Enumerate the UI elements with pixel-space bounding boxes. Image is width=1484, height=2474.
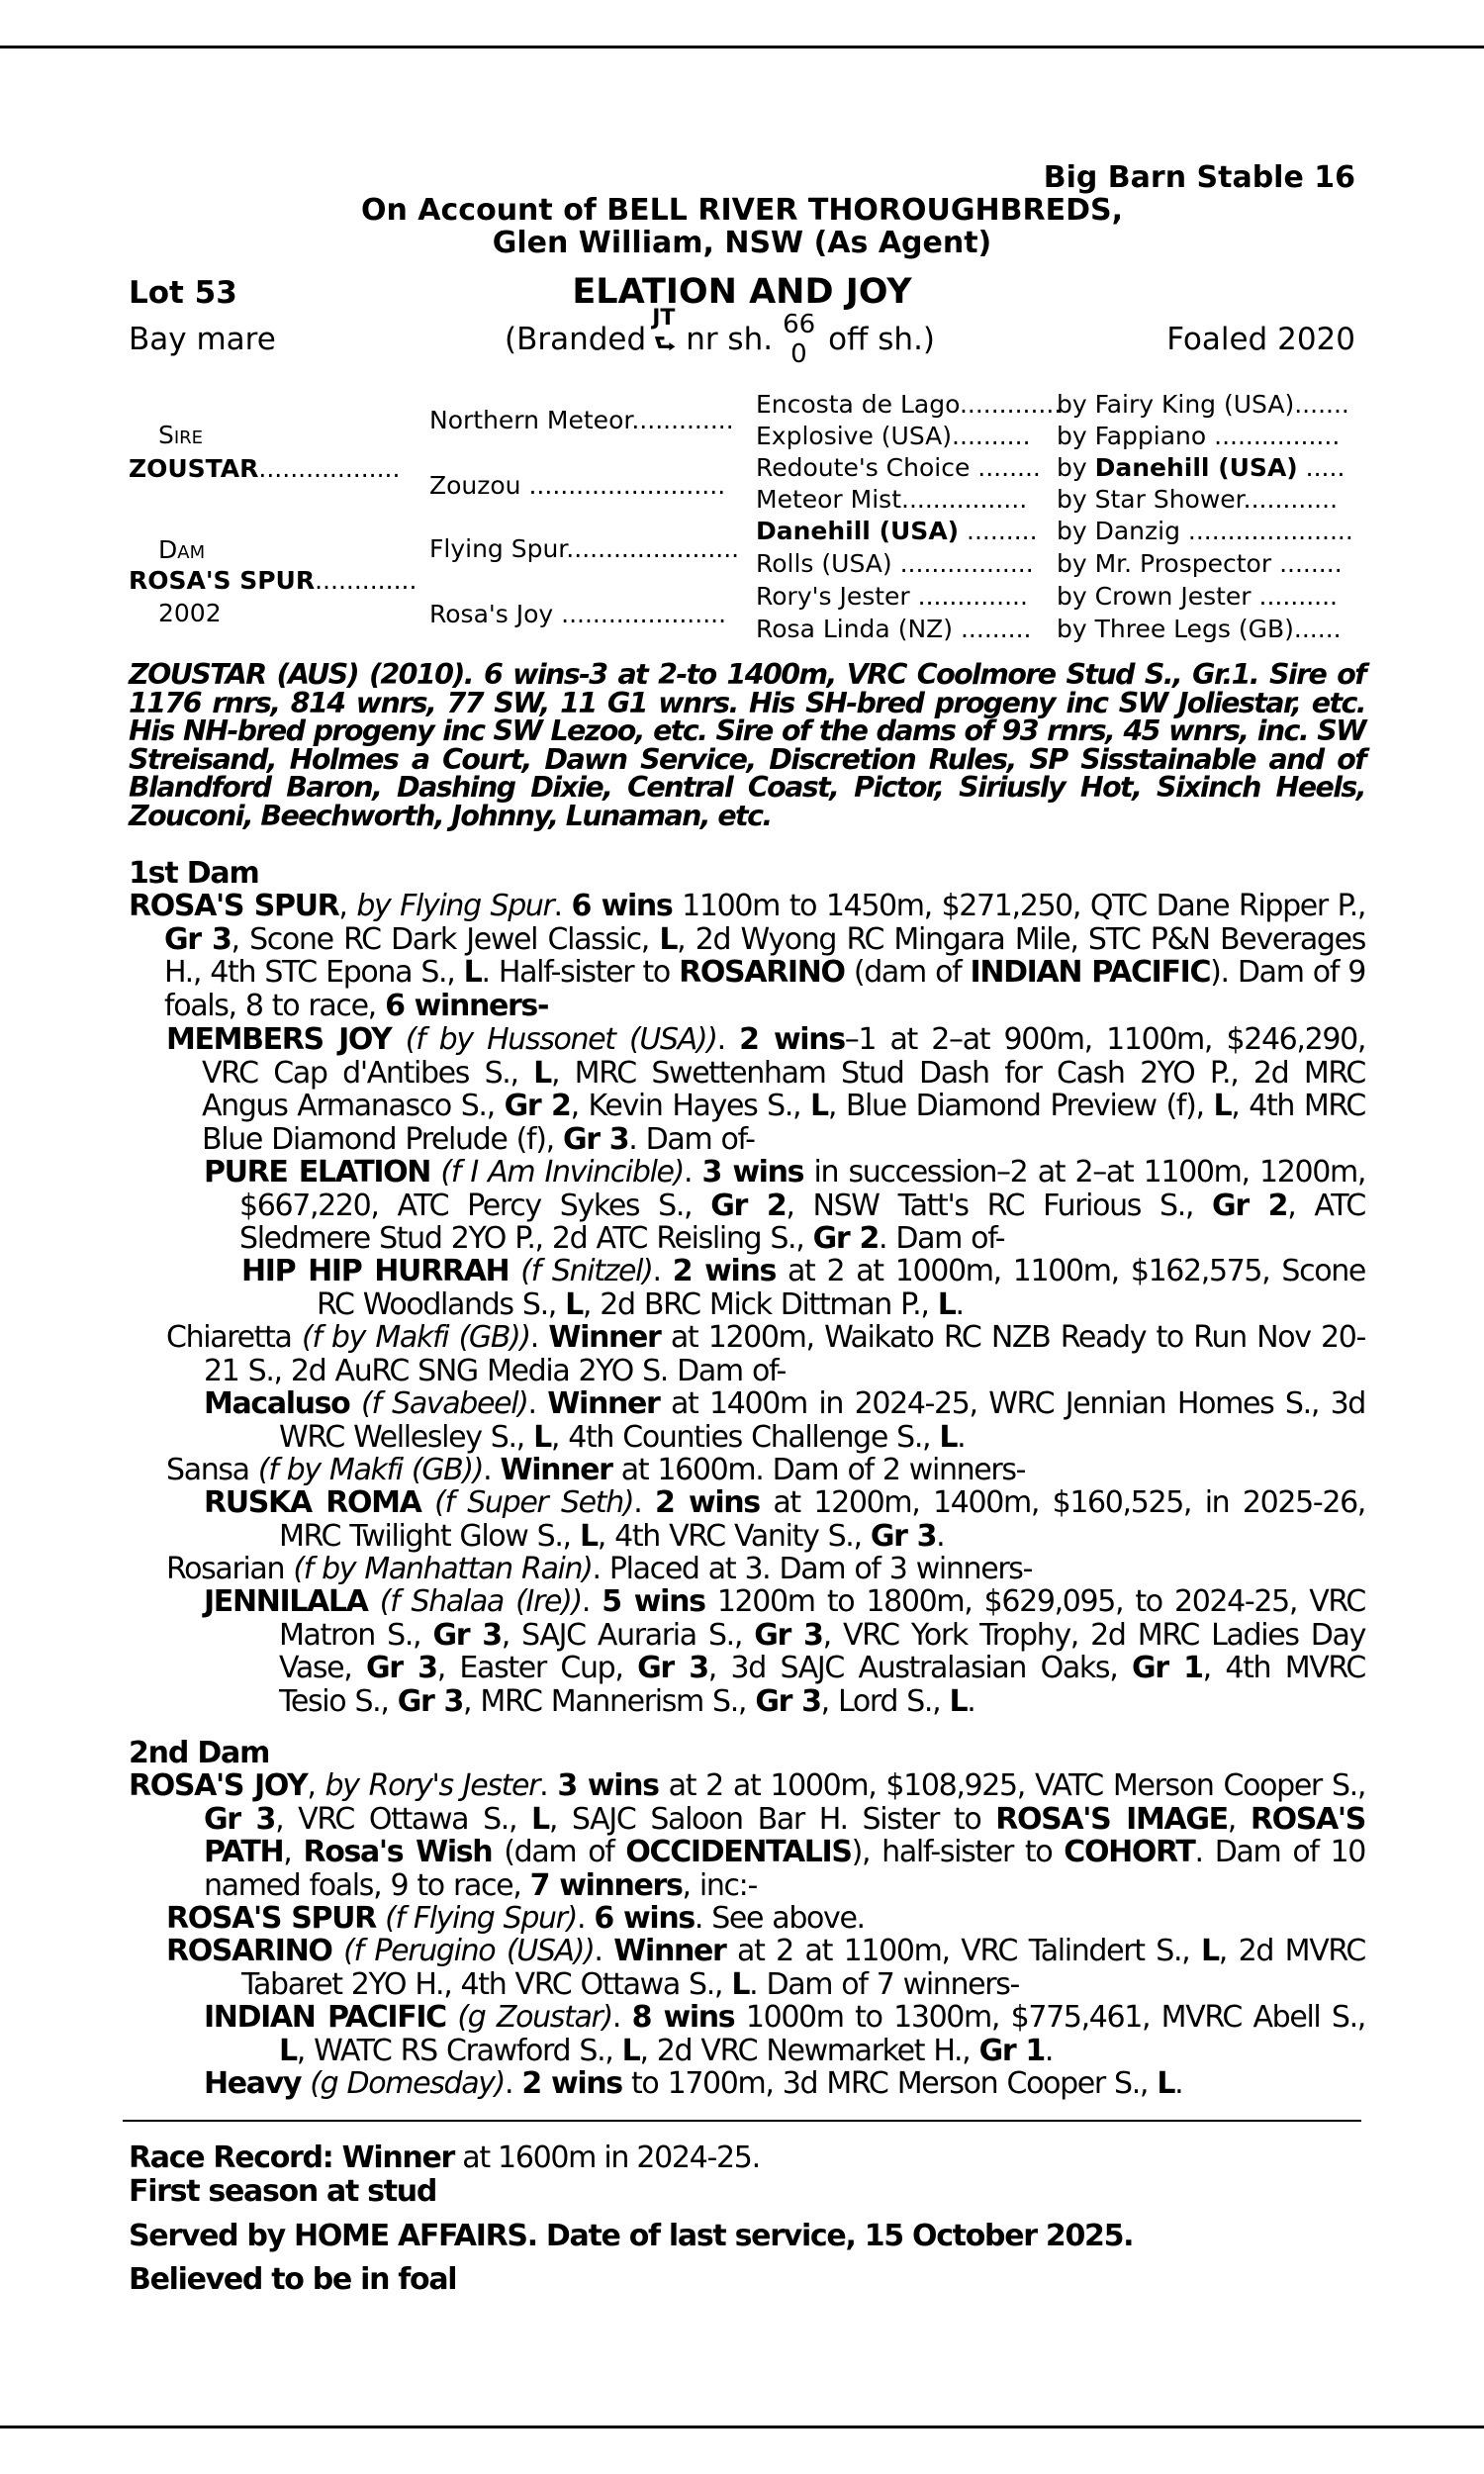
name: Zouzou [429, 471, 521, 500]
lot-number: Lot 53 [129, 275, 237, 311]
pedigree-gen3-row [756, 517, 1038, 545]
brand-mark-bottom: ⮑ [654, 330, 676, 357]
progeny-entry: PURE ELATION (f I Am Invincible). 3 wins in succession–2 at 2–at 1100m, 1200m, $667,220, ATC Percy Sykes S., Gr 2, NSW Tatt's RC Furious S., Gr 2, ATC Sledmere Stud 2YO P., 2d ATC Reisling S., Gr 2. Dam of- [204, 1155, 1366, 1256]
dam-dam [429, 600, 726, 628]
leader-dots: ......................... [520, 471, 726, 500]
dam-entry: ROSA'S SPUR, by Flying Spur. 6 wins 1100m to 1450m, $271,250, QTC Dane Ripper P., Gr 3, Scone RC Dark Jewel Classic, L, 2d Wyong RC Mingara Mile, STC P&N Beverages H., 4th STC Epona S., L. Half-sister to ROSARINO (dam of INDIAN PACIFIC). Dam of 9 foals, 8 to race, 6 winners- [129, 889, 1366, 1023]
pedigree-gen4-sire [1057, 422, 1340, 450]
leader-dots: ................. [891, 549, 1034, 578]
leader-dots: ............. [315, 566, 417, 595]
brand-mark-top: JT [652, 306, 676, 331]
sire-summary: ZOUSTAR (AUS) (2010). 6 wins-3 at 2-to 1400m, VRC Coolmore Stud S., Gr.1. Sire of 1176 rnrs, 814 wnrs, 77 SW, 11 G1 wnrs. His SH-bred progeny inc SW Joliestar, etc. His NH-bred progeny inc SW Lezoo, etc. Sire of the dams of 93 rnrs, 45 wnrs, inc. SW Streisand, Holmes a Court, Dawn Service, Discretion Rules, SP Sisstainable and of Blandford Baron, Dashing Dixie, Central Coast, Pictor, Siriusly Hot, Sixinch Heels, Zouconi, Beechworth, Johnny, Lunaman, etc. [129, 658, 1365, 832]
name: Meteor Mist [756, 485, 901, 514]
name: Danehill (USA) [1094, 453, 1298, 482]
second-dam-heading: 2nd Dam [129, 1736, 270, 1770]
horse-sex-colour: Bay mare [129, 322, 276, 357]
pedigree-gen4-sire [1057, 453, 1345, 482]
leader-dots: ..................... [1179, 517, 1353, 545]
dam-label: Dam [158, 535, 206, 564]
progeny-entry: JENNILALA (f Shalaa (Ire)). 5 wins 1200m to 1800m, $629,095, to 2024-25, VRC Matron S., Gr 3, SAJC Auraria S., Gr 3, VRC York Trophy, 2d MRC Ladies Day Vase, Gr 3, Easter Cup, Gr 3, 3d SAJC Australasian Oaks, Gr 1, 4th MVRC Tesio S., Gr 3, MRC Mannerism S., Gr 3, Lord S., L. [204, 1584, 1366, 1719]
pedigree-gen4-sire [1057, 390, 1349, 419]
progeny-entry: RUSKA ROMA (f Super Seth). 2 wins at 1200m, 1400m, $160,525, in 2025-26, MRC Twilight Glow S., L, 4th VRC Vanity S., Gr 3. [204, 1485, 1365, 1554]
progeny-entry: HIP HIP HURRAH (f Snitzel). 2 wins at 2 at 1000m, 1100m, $162,575, Scone RC Woodlands S., L, 2d BRC Mick Dittman P., L. [241, 1254, 1366, 1322]
leader-dots: ............ [1243, 485, 1339, 514]
dam-name: ROSA'S SPUR [129, 566, 316, 595]
name: by Star Shower [1057, 485, 1244, 514]
pedigree-gen4-sire [1057, 615, 1342, 643]
pedigree-gen3-row [756, 390, 1062, 419]
foaled-year: Foaled 2020 [1166, 322, 1355, 357]
brand-near-side: nr sh. [686, 322, 774, 357]
bottom-border-rule [0, 2426, 1484, 2428]
leader-dots: ..... [1297, 453, 1345, 482]
leader-dots: ......... [959, 517, 1038, 545]
brand-off-number [783, 310, 818, 369]
progeny-entry: Chiaretta (f by Makfi (GB)). Winner at 1200m, Waikato RC NZB Ready to Run Nov 20-21 S., 2d AuRC SNG Media 2YO S. Dam of- [166, 1320, 1365, 1388]
leader-dots: .......... [952, 422, 1031, 450]
name: by Crown Jester [1057, 582, 1252, 611]
leader-dots: ............. [959, 390, 1063, 419]
first-dam-heading: 1st Dam [129, 856, 259, 891]
race-record [129, 2141, 760, 2175]
leader-dots: .............. [909, 582, 1028, 611]
progeny-entry: Heavy (g Domesday). 2 wins to 1700m, 3d MRC Merson Cooper S., L. [204, 2066, 1183, 2101]
leader-dots: ....... [1294, 390, 1349, 419]
service-details: Served by HOME AFFAIRS. Date of last service, 15 October 2025. [129, 2219, 1134, 2253]
brand-off-side: off sh.) [828, 322, 936, 357]
consignor-line-1: On Account of BELL RIVER THOROUGHBREDS, [361, 193, 1123, 228]
sire-dam [429, 471, 725, 500]
leader-dots: .................. [258, 454, 401, 483]
name: Rolls (USA) [756, 549, 892, 578]
pedigree-gen3-row [756, 615, 1032, 643]
progeny-entry: Sansa (f by Makfi (GB)). Winner at 1600m. Dam of 2 winners- [166, 1453, 1026, 1487]
brand-off-denominator: 0 [790, 339, 807, 369]
pedigree-gen3-row [756, 422, 1031, 450]
leader-dots: ........ [1271, 549, 1343, 578]
name: Northern Meteor [429, 406, 632, 434]
pedigree-gen4-sire [1057, 517, 1353, 545]
name: by Danzig [1057, 517, 1180, 545]
name: Danehill (USA) [756, 517, 960, 545]
top-border-rule [0, 46, 1484, 48]
pedigree-gen4-sire [1057, 485, 1338, 514]
consignor-line-2: Glen William, NSW (As Agent) [492, 226, 992, 260]
pedigree-gen3-row [756, 582, 1028, 611]
dam-sire [429, 534, 739, 563]
brand-prefix: (Branded [505, 322, 647, 357]
stable-location: Big Barn Stable 16 [1043, 160, 1355, 195]
pedigree-gen4-sire [1057, 582, 1338, 611]
sire-label: Sire [158, 421, 204, 449]
sire [129, 454, 400, 483]
leader-dots: ................ [901, 485, 1028, 514]
name: Rosa Linda (NZ) [756, 615, 954, 643]
name: by Three Legs (GB) [1057, 615, 1294, 643]
progeny-entry: MEMBERS JOY (f by Hussonet (USA)). 2 wins–1 at 2–at 900m, 1100m, $246,290, VRC Cap d'Antibes S., L, MRC Swettenham Stud Dash for Cash 2YO P., 2d MRC Angus Armanasco S., Gr 2, Kevin Hayes S., L, Blue Diamond Preview (f), L, 4th MRC Blue Diamond Prelude (f), Gr 3. Dam of- [166, 1022, 1366, 1157]
dam [129, 566, 417, 595]
brand-mark-icon [652, 306, 680, 357]
progeny-entry: INDIAN PACIFIC (g Zoustar). 8 wins 1000m to 1300m, $775,461, MVRC Abell S., L, WATC RS Crawford S., L, 2d VRC Newmarket H., Gr 1. [204, 2000, 1365, 2068]
progeny-entry: Rosarian (f by Manhattan Rain). Placed at 3. Dam of 3 winners- [166, 1552, 1033, 1586]
race-record-label: Race Record: Winner [129, 2141, 455, 2175]
sire-name: ZOUSTAR [129, 454, 259, 483]
name: Explosive (USA) [756, 422, 953, 450]
foal-status: Believed to be in foal [129, 2262, 457, 2297]
race-record-value: at 1600m in 2024-25. [454, 2141, 760, 2175]
name: by Fairy King (USA) [1057, 390, 1295, 419]
progeny-entry: ROSA'S SPUR (f Flying Spur). 6 wins. See above. [166, 1901, 865, 1936]
leader-dots: ..................... [553, 600, 727, 628]
pedigree-gen3-row [756, 485, 1027, 514]
pedigree-gen3-row [756, 453, 1041, 482]
name: Redoute's Choice [756, 453, 971, 482]
leader-dots: ......... [953, 615, 1032, 643]
leader-dots: ................ [1206, 422, 1341, 450]
sire-sire [429, 406, 734, 434]
dam-year: 2002 [158, 599, 222, 627]
brand-description [505, 306, 936, 369]
progeny-entry: ROSARINO (f Perugino (USA)). Winner at 2 at 1100m, VRC Talindert S., L, 2d MVRC Tabaret 2YO H., 4th VRC Ottawa S., L. Dam of 7 winners- [166, 1934, 1365, 2002]
progeny-entry: Macaluso (f Savabeel). Winner at 1400m in 2024-25, WRC Jennian Homes S., 3d WRC Wellesley S., L, 4th Counties Challenge S., L. [204, 1386, 1365, 1455]
name: Flying Spur [429, 534, 567, 563]
name: by Mr. Prospector [1057, 549, 1272, 578]
horse-name: ELATION AND JOY [572, 272, 912, 312]
leader-dots: ............. [631, 406, 734, 434]
name: Rosa's Joy [429, 600, 554, 628]
pedigree-gen3-row [756, 549, 1034, 578]
name: by Fappiano [1057, 422, 1207, 450]
name: Encosta de Lago [756, 390, 960, 419]
leader-dots: ........ [970, 453, 1041, 482]
section-divider [123, 2120, 1361, 2122]
leader-dots: .......... [1251, 582, 1338, 611]
pedigree-gen4-sire [1057, 549, 1343, 578]
by-prefix: by [1057, 453, 1095, 482]
brand-off-numerator: 66 [783, 310, 816, 339]
leader-dots: ...................... [566, 534, 740, 563]
leader-dots: ...... [1293, 615, 1342, 643]
stud-status: First season at stud [129, 2174, 436, 2209]
name: Rory's Jester [756, 582, 910, 611]
dam-entry: ROSA'S JOY, by Rory's Jester. 3 wins at 2 at 1000m, $108,925, VATC Merson Cooper S., Gr 3, VRC Ottawa S., L, SAJC Saloon Bar H. Sister to ROSA'S IMAGE, ROSA'S PATH, Rosa's Wish (dam of OCCIDENTALIS), half-sister to COHORT. Dam of 10 named foals, 9 to race, 7 winners, inc:- [129, 1768, 1366, 1903]
